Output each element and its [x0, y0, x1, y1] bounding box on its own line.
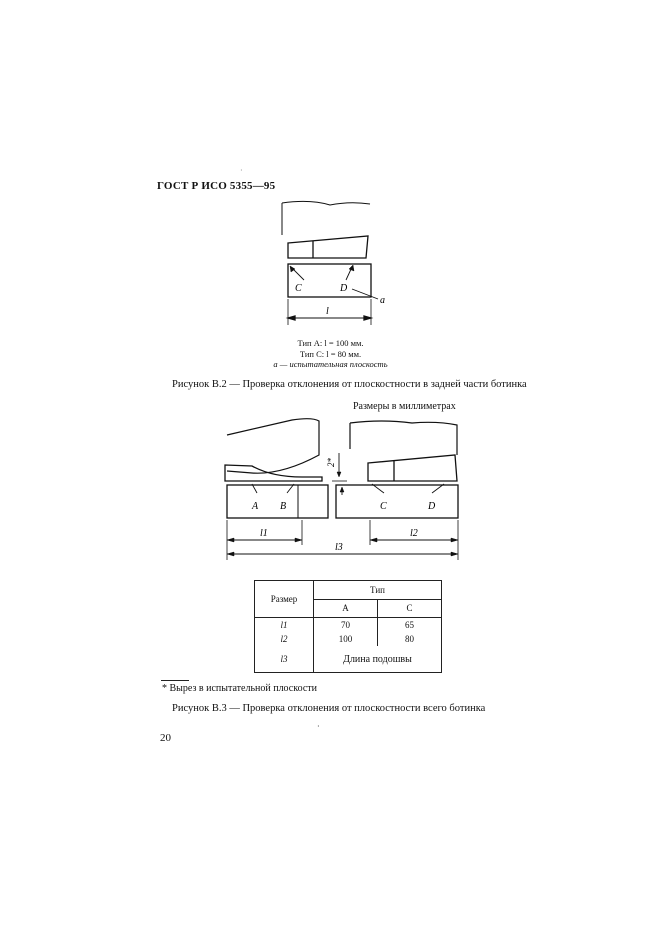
figure-b2-notes — [0, 338, 661, 370]
label-b: B — [280, 501, 287, 512]
note-plane: a — испытательная плоскость — [273, 359, 388, 369]
label-l1: l1 — [260, 528, 268, 539]
right-heel-block — [368, 455, 457, 481]
row-label: l1 — [255, 618, 314, 633]
figure-b2-drawing — [270, 195, 400, 330]
row-label: l3 — [255, 646, 314, 673]
left-sole — [225, 465, 322, 481]
label-l2: l2 — [410, 528, 418, 539]
left-test-plane — [227, 485, 328, 518]
figure-b3-drawing — [222, 415, 467, 565]
document-header: ГОСТ Р ИСО 5355—95 — [157, 180, 276, 192]
figure-b2-caption: Рисунок В.2 — Проверка отклонения от плоскостности в задней части ботинка — [172, 379, 527, 390]
scan-speck: · — [240, 166, 243, 175]
header-type-a: A — [314, 599, 378, 618]
header-size: Размер — [255, 581, 314, 618]
label-d: D — [340, 283, 348, 294]
label-c: C — [380, 501, 387, 512]
page-number: 20 — [160, 732, 171, 744]
row-value-c: 65 — [378, 618, 442, 633]
label-c: C — [295, 283, 302, 294]
label-a: a — [380, 295, 385, 306]
header-type: Тип — [314, 581, 442, 600]
label-d: D — [428, 501, 436, 512]
row-value-c: 80 — [378, 632, 442, 646]
note-type-a: Тип A: l = 100 мм. — [297, 338, 364, 348]
label-a: A — [252, 501, 259, 512]
label-gap: 2* — [326, 458, 336, 467]
right-shoe-upper — [350, 421, 457, 455]
row-value-a: 100 — [314, 632, 378, 646]
row-value-a: 70 — [314, 618, 378, 633]
row-label: l2 — [255, 632, 314, 646]
shoe-upper-outline — [282, 201, 370, 235]
table-row — [255, 646, 442, 673]
scan-speck: · — [317, 722, 320, 731]
right-test-plane — [336, 485, 458, 518]
label-l3: l3 — [335, 542, 343, 553]
units-note: Размеры в миллиметрах — [353, 401, 456, 412]
table-row — [255, 632, 442, 646]
size-table — [254, 580, 442, 673]
label-l: l — [326, 306, 329, 317]
row-span-value: Длина подошвы — [314, 646, 442, 673]
footnote-rule — [161, 680, 189, 681]
table-row — [255, 618, 442, 633]
figure-b3-caption: Рисунок В.3 — Проверка отклонения от плоскостности всего ботинка — [172, 703, 486, 714]
footnote: * Вырез в испытательной плоскости — [162, 683, 318, 694]
note-type-c: Тип C: l = 80 мм. — [299, 348, 362, 359]
header-type-c: C — [378, 599, 442, 618]
heel-block — [288, 236, 368, 258]
